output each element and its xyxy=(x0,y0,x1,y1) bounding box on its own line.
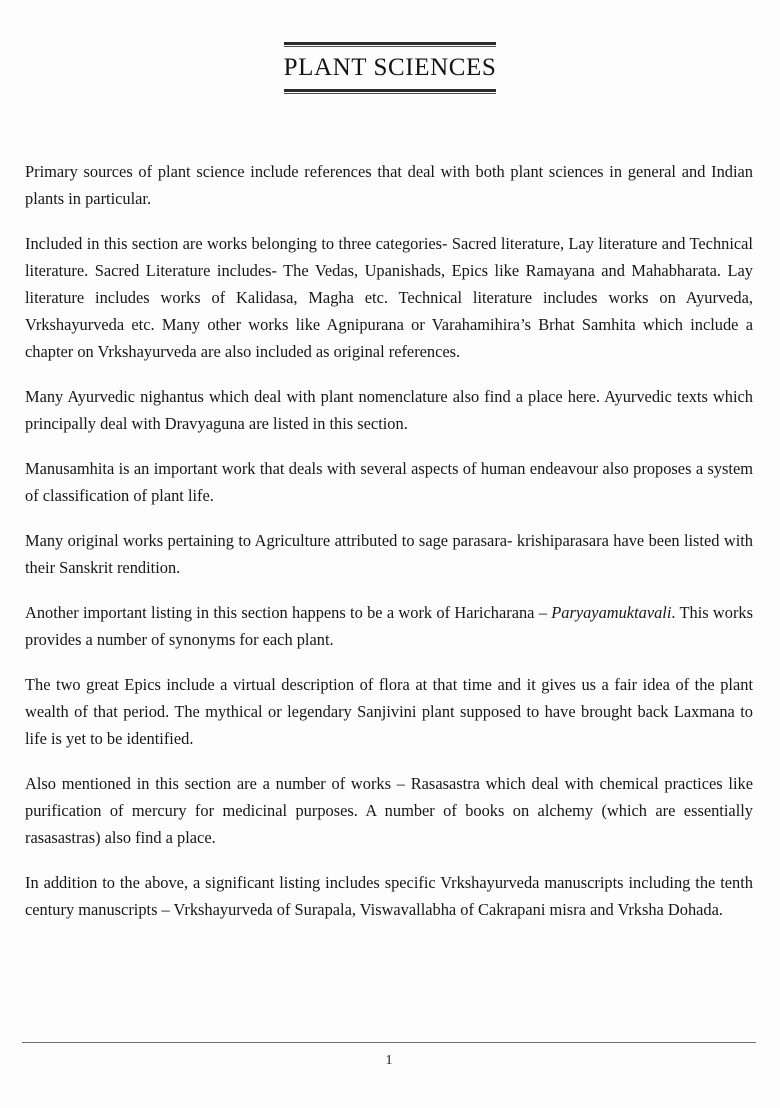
paragraph-rasasastra xyxy=(25,770,753,851)
paragraph-two-great-epics xyxy=(25,671,753,752)
paragraph-primary-sources xyxy=(25,158,753,212)
title-rule-bottom-thin xyxy=(284,93,496,94)
italic-title-run: Paryayamuktavali xyxy=(551,603,672,622)
paragraph-haricharana-paryayamuktavali xyxy=(25,599,753,653)
text-run: . This works provides a number of synonyms for each plant. xyxy=(25,603,754,649)
paragraph-agriculture-parasara xyxy=(25,527,753,581)
body-text-column xyxy=(25,158,753,923)
title-rule-bottom xyxy=(284,89,496,94)
text-run: Another important listing in this section happens to be a work of Haricharana – xyxy=(25,603,552,622)
page-title: PLANT SCIENCES xyxy=(283,54,497,81)
text-run: The two great Epics include a virtual description of flora at that time and it gives us a fair idea of the plant wealth of that period. The mythical or legendary Sanjivini plant supposed to have brought back Laxmana to life is yet to be identified. xyxy=(25,675,753,748)
text-run: Manusamhita is an important work that deals with several aspects of human endeavour also proposes a system of classification of plant life. xyxy=(25,459,753,505)
page-footer xyxy=(22,1042,756,1070)
text-run: In addition to the above, a significant listing includes specific Vrkshayurveda manuscripts including the tenth century manuscripts – Vrkshayurveda of Surapala, Viswavallabha of Cakrapani misra and Vrksha Dohada. xyxy=(25,873,753,919)
title-block xyxy=(0,42,780,94)
paragraph-ayurvedic-nighantus xyxy=(25,383,753,437)
title-rule-top-thick xyxy=(284,42,496,45)
paragraph-vrkshayurveda-manuscripts xyxy=(25,869,753,923)
paragraph-three-categories xyxy=(25,230,753,365)
text-run: Also mentioned in this section are a number of works – Rasasastra which deal with chemical practices like purification of mercury for medicinal purposes. A number of books on alchemy (which are essentially rasasastras) also find a place. xyxy=(25,774,753,847)
text-run: Primary sources of plant science include references that deal with both plant sciences in general and Indian plants in particular. xyxy=(25,162,753,208)
text-run: Many Ayurvedic nighantus which deal with plant nomenclature also find a place here. Ayurvedic texts which principally deal with Dravyaguna are listed in this section. xyxy=(25,387,753,433)
text-run: Many original works pertaining to Agriculture attributed to sage parasara- krishiparasara have been listed with their Sanskrit rendition. xyxy=(25,531,753,577)
text-run: Included in this section are works belonging to three categories- Sacred literature, Lay literature and Technical literature. Sacred Literature includes- The Vedas, Upanishads, Epics like Ramayana and Mahabharata. Lay literature includes works of Kalidasa, Magha etc. Technical literature includes works on Ayurveda, Vrkshayurveda etc. Many other works like Agnipurana or Varahamihira’s Brhat Samhita which include a chapter on Vrkshayurveda are also included as original references. xyxy=(25,234,753,361)
footer-rule xyxy=(22,1042,756,1043)
paragraph-manusamhita xyxy=(25,455,753,509)
title-rule-bottom-thick xyxy=(284,89,496,92)
page-number: 1 xyxy=(385,1053,393,1068)
